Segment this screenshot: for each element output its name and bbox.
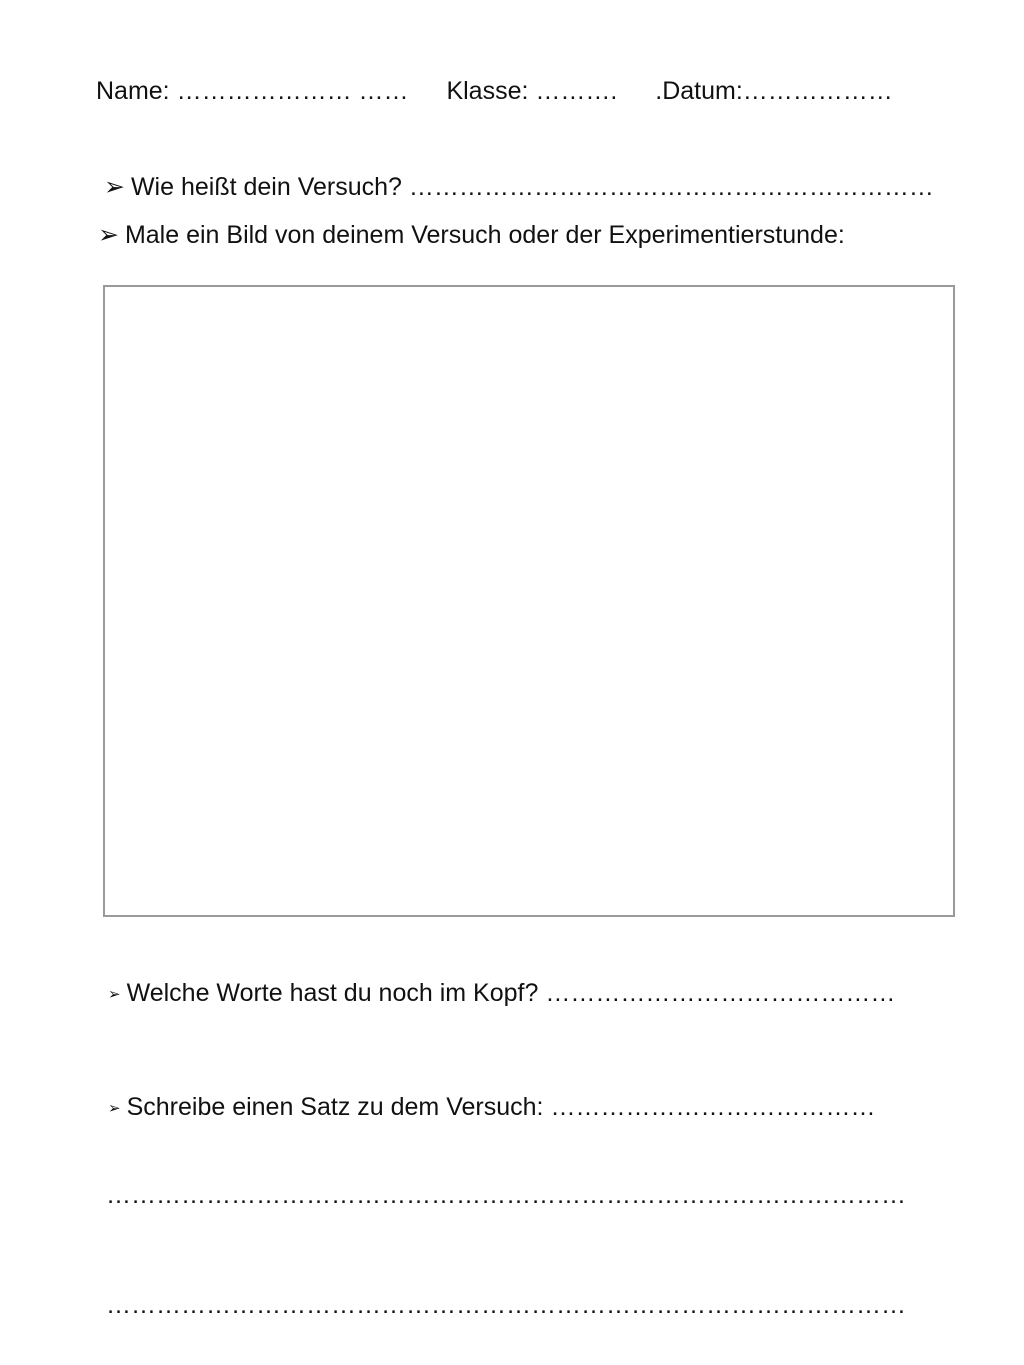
- question-text: Schreibe einen Satz zu dem Versuch:: [126, 1093, 544, 1121]
- name-label: Name:: [96, 77, 170, 105]
- date-field[interactable]: ………………: [742, 77, 893, 105]
- question-text: Wie heißt dein Versuch?: [130, 173, 402, 201]
- arrow-bullet-icon: ➢: [108, 1100, 121, 1117]
- date-label: .Datum:: [655, 77, 743, 105]
- name-field[interactable]: ………………… ……: [176, 77, 409, 105]
- question-words: [108, 978, 895, 1010]
- header-line: [96, 76, 893, 106]
- arrow-bullet-icon: ➢: [108, 986, 121, 1003]
- question-text: Male ein Bild von deinem Versuch oder der Experimentierstunde:: [124, 221, 845, 249]
- arrow-bullet-icon: ➢: [98, 221, 119, 249]
- question-draw-picture: [98, 220, 845, 250]
- question-experiment-name: [104, 172, 934, 202]
- answer-line[interactable]: ……………………………………………………………………………………: [106, 1291, 906, 1319]
- class-label: Klasse:: [446, 77, 529, 105]
- arrow-bullet-icon: ➢: [104, 173, 125, 201]
- question-sentence: [108, 1092, 875, 1124]
- drawing-area[interactable]: [103, 285, 955, 917]
- words-field[interactable]: ……………………………………: [545, 979, 896, 1007]
- question-text: Welche Worte hast du noch im Kopf?: [126, 979, 539, 1007]
- sentence-field[interactable]: …………………………………: [550, 1093, 876, 1121]
- answer-line[interactable]: ……………………………………………………………………………………: [106, 1181, 906, 1209]
- experiment-name-field[interactable]: ………………………………………………………: [408, 173, 934, 201]
- class-field[interactable]: ……….: [535, 77, 618, 105]
